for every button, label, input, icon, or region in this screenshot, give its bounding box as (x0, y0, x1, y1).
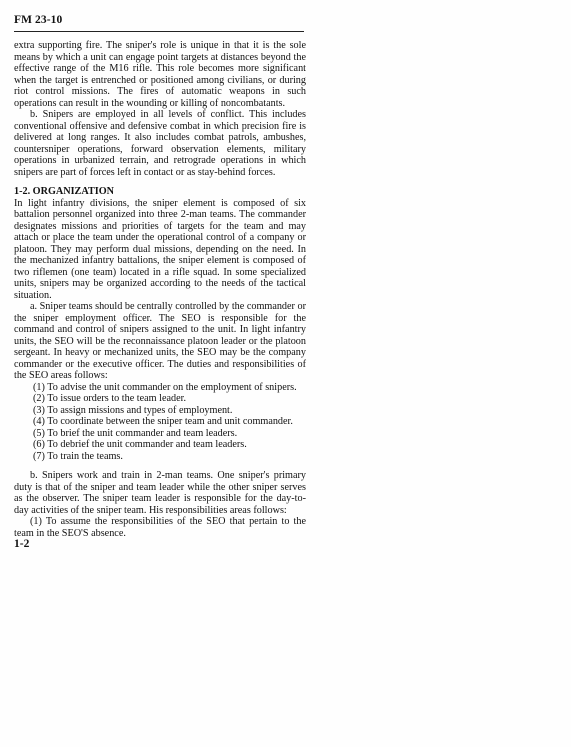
section-heading: 1-2. ORGANIZATION (14, 186, 114, 197)
paragraph-continued: extra supporting fire. The sniper's role is unique in that it is the sole means by which a unit can engage point targets at distances beyond the effective range of the M16 rifle. This role becomes more significant when the target is entrenched or positioned among civilians, or during riot control missions. The fires of automatic weapons in such operations can result in the wounding or killing of noncombatants. (14, 40, 306, 109)
list-item: (4) To coordinate between the sniper team and unit commander. (33, 416, 293, 427)
list-item: (7) To train the teams. (33, 450, 123, 462)
paragraph-a-sniper-teams: a. Sniper teams should be centrally controlled by the commander or the sniper employment officer. The SEO is responsible for the command and control of snipers assigned to the unit. In light infantry units, the SEO will be the reconnaissance platoon leader or the platoon sergeant. In heavy or mechanized units, the SEO may be the company commander or the executive officer. The duties and responsibilities of the SEO areas follows: (14, 301, 306, 381)
list-item: (1) To advise the unit commander on the employment of snipers. (33, 381, 297, 393)
list-item: (3) To assign missions and types of employment. (33, 404, 233, 416)
page-body (14, 40, 306, 539)
spacer (14, 178, 306, 186)
paragraph-organization: In light infantry divisions, the sniper element is composed of six battalion personnel organized into three 2-man teams. The commander designates missions and priorities of targets for the team and may attach or place the team under the operational control of a company or platoon. They may perform dual missions, depending on the need. In the mechanized infantry battalions, the sniper element is composed of two riflemen (one team) located in a rifle squad. In some specialized units, snipers may be organized according to the needs of the tactical situation. (14, 197, 306, 301)
spacer (14, 462, 306, 470)
list-item: (5) To brief the unit commander and team leaders. (33, 427, 238, 439)
seo-duties-list (14, 382, 306, 463)
list-item: (6) To debrief the unit commander and team leaders. (33, 439, 247, 450)
paragraph-b-employment: b. Snipers are employed in all levels of conflict. This includes conventional offensive and defensive combat in which precision fire is delivered at long ranges. It also includes combat patrols, ambushes, countersniper operations, forward observation elements, military operations in urbanized terrain, and retrograde operations in which snipers are part of forces left in contact or as stay-behind forces. (14, 109, 306, 178)
page-number: 1-2 (14, 538, 30, 550)
paragraph-b-two-man-teams: b. Snipers work and train in 2-man teams. One sniper's primary duty is that of the sniper and team leader while the other sniper serves as the observer. The sniper team leader is responsible for the day-to-day activities of the sniper team. His responsibilities areas follows: (14, 470, 306, 516)
page-header (14, 13, 304, 32)
paragraph-item-1: (1) To assume the responsibilities of the SEO that pertain to the team in the SEO'S absence. (14, 516, 306, 539)
list-item: (2) To issue orders to the team leader. (33, 393, 186, 404)
manual-designation: FM 23-10 (14, 14, 63, 26)
